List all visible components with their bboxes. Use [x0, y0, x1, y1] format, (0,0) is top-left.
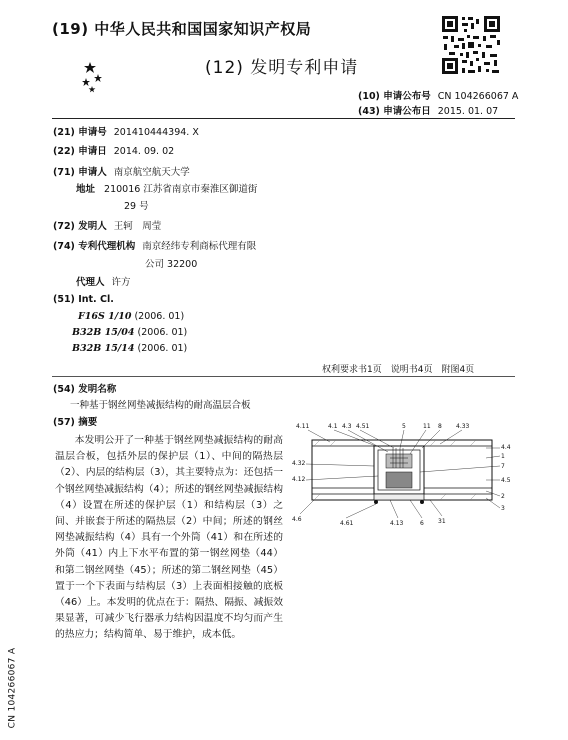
class-version: (2006. 01) — [137, 343, 188, 354]
abstract-label: (57) 摘要 — [53, 417, 98, 428]
class-code: B32B 15/14 — [72, 343, 135, 354]
figure-label: 4.1 — [328, 423, 338, 430]
agency-label: (74) 专利代理机构 — [53, 241, 136, 252]
figure-label: 5 — [402, 423, 406, 430]
pub-number-label: (10) 申请公布号 — [358, 91, 431, 102]
figure-label: 4.6 — [292, 516, 302, 523]
figure-label: 31 — [438, 518, 446, 525]
application-date-field — [53, 143, 174, 157]
abstract-text — [55, 433, 283, 644]
figure-label: 4.12 — [292, 476, 306, 483]
class-code: F16S 1/10 — [78, 311, 132, 322]
intcl-label: (51) Int. Cl. — [53, 294, 114, 305]
office-name: (19) 中华人民共和国国家知识产权局 — [52, 20, 312, 38]
pub-date-row — [358, 103, 498, 117]
agent-label: 代理人 — [76, 277, 105, 288]
figure-label: 7 — [501, 463, 505, 470]
applicant-label: (71) 申请人 — [53, 167, 107, 178]
application-number-field — [53, 124, 199, 138]
application-date-label: (22) 申请日 — [53, 146, 107, 157]
pub-number-row — [358, 88, 518, 102]
inventor-field — [53, 218, 161, 232]
abstract-paragraph: 本发明公开了一种基于钢丝网垫减振结构的耐高温层合板，包括外层的保护层（1）、中间的隔热层（2）、内层的结构层（3），其主要特点为：还包括一个钢丝网垫减振结构（4）；所述的钢丝网垫减振结构（4）设置在所述的保护层（1）和结构层（3）之间、并嵌套于所述的隔热层（2）中间；所述的钢丝网垫减振结构（4）具有一个外筒（41）和在所述的外筒（41）内上下水平布置的第一钢丝网垫（44）和第二钢丝网垫（45）；所述的第二钢丝网垫（45）置于一个下表面与结构层（3）上表面相接触的底板（46）上。本发明的优点在于：隔热、隔振、减振效果显著，可减少飞行器承力结构因温度不均匀而产生的热应力；结构简单、易于维护，成本低。 — [55, 435, 283, 641]
applicant: 南京航空航天大学 — [113, 167, 190, 178]
figure-label: 4.32 — [292, 460, 306, 467]
pub-date-label: (43) 申请公布日 — [358, 106, 431, 117]
pages-note: 权利要求书1页 说明书4页 附图4页 — [322, 365, 475, 375]
agency-line1: 南京经纬专利商标代理有限 — [142, 241, 257, 252]
title-label: (54) 发明名称 — [53, 384, 117, 395]
agency-line2: 公司 32200 — [145, 259, 198, 270]
figure-label: 3 — [501, 505, 505, 512]
class-entry — [72, 343, 187, 354]
figure-label: 4.11 — [296, 423, 310, 430]
pub-number: CN 104266067 A — [437, 91, 519, 102]
application-date: 2014. 09. 02 — [113, 146, 175, 157]
application-number: 201410444394. X — [113, 127, 199, 138]
invention-title: 一种基于钢丝网垫减振结构的耐高温层合板 — [70, 400, 251, 411]
cnipa-logo — [78, 52, 138, 100]
agent: 许方 — [111, 277, 131, 288]
abstract-heading — [53, 414, 97, 428]
pub-date: 2015. 01. 07 — [437, 106, 499, 117]
agent-field — [76, 274, 131, 288]
figure-label: 4.33 — [456, 423, 470, 430]
qr-code — [440, 14, 502, 76]
intcl-field — [53, 294, 114, 305]
title-heading — [53, 381, 116, 395]
figure-label: 11 — [423, 423, 431, 430]
inventors: 王轲 周莹 — [113, 221, 162, 232]
figure-label: 4.4 — [501, 444, 511, 451]
application-number-label: (21) 申请号 — [53, 127, 107, 138]
address-line1: 210016 江苏省南京市秦淮区御道街 — [104, 184, 258, 195]
document-type: (12) 发明专利申请 — [205, 58, 359, 78]
figure-label: 6 — [420, 520, 424, 527]
class-entry — [72, 327, 187, 338]
figure-label: 2 — [501, 493, 505, 500]
class-entry — [78, 311, 184, 322]
class-version: (2006. 01) — [137, 327, 188, 338]
agency-field — [53, 238, 256, 252]
figure-label: 4.3 — [342, 423, 352, 430]
address-label: 地址 — [76, 184, 96, 195]
figure-label: 4.13 — [390, 520, 404, 527]
class-version: (2006. 01) — [134, 311, 185, 322]
side-pub-number: CN 104266067 A — [7, 647, 18, 729]
pages-rule — [52, 376, 515, 377]
figure-label: 8 — [438, 423, 442, 430]
class-code: B32B 15/04 — [72, 327, 135, 338]
address-line2: 29 号 — [124, 201, 149, 212]
figure-label: 4.5 — [501, 477, 511, 484]
figure-label: 4.51 — [356, 423, 370, 430]
header-rule — [52, 118, 515, 119]
inventor-label: (72) 发明人 — [53, 221, 107, 232]
address-field — [76, 181, 257, 195]
figure-label: 4.61 — [340, 520, 354, 527]
abstract-figure — [290, 418, 518, 530]
figure-label: 1 — [501, 453, 505, 460]
applicant-field — [53, 164, 190, 178]
